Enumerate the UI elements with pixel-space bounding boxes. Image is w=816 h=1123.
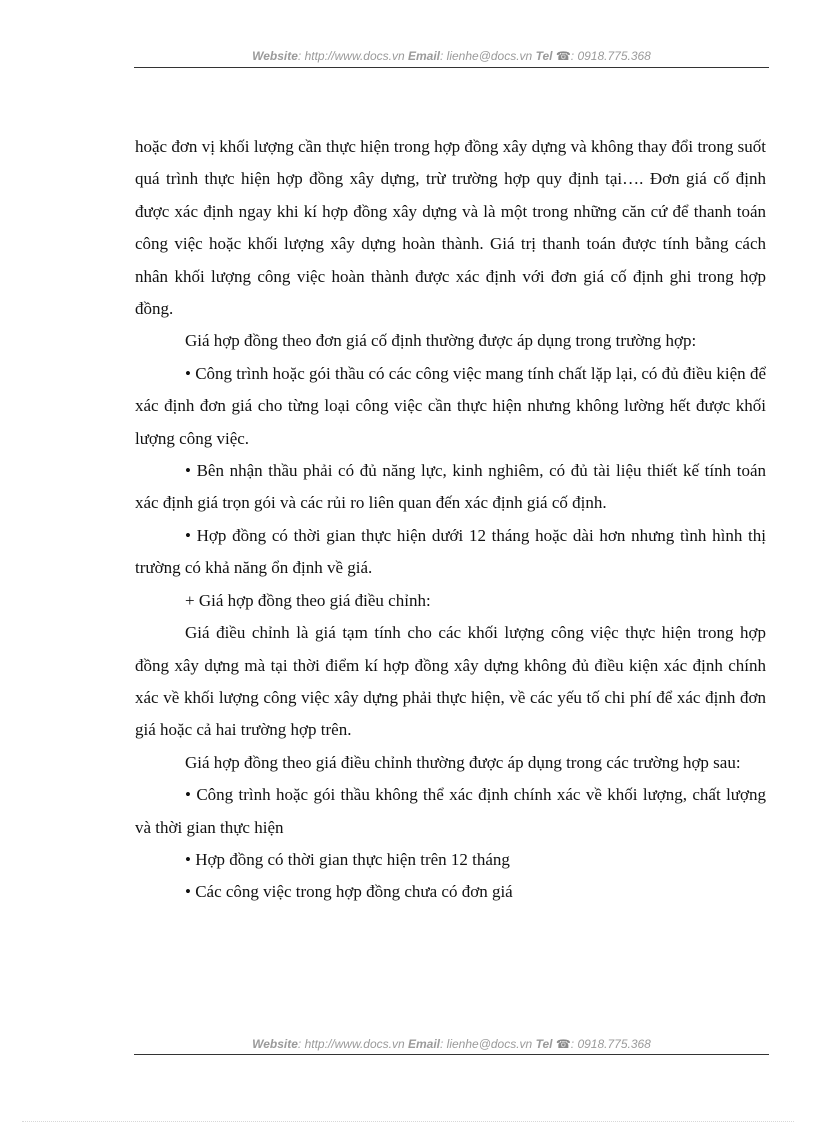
- footer-tel-value: : 0918.775.368: [570, 1037, 651, 1051]
- footer-email-label: Email: [407, 1037, 440, 1051]
- footer-website-value: : http://www.docs.vn: [297, 1037, 405, 1051]
- bullet-item: • Các công việc trong hợp đồng chưa có đơn giá: [185, 882, 513, 902]
- bullet-item: • Bên nhận thầu phải có đủ năng lực, kinh nghiêm, có đủ tài liệu thiết kế tính toán xác định giá trọn gói và các rủi ro liên quan đến xác định giá cố định.: [135, 461, 766, 513]
- phone-icon: ☎: [555, 49, 571, 63]
- header-email-value: : lienhe@docs.vn: [440, 49, 533, 63]
- footer-rule: [134, 1054, 769, 1055]
- paragraph: Giá hợp đồng theo đơn giá cố định thường được áp dụng trong trường hợp:: [185, 331, 697, 351]
- bullet-item: • Hợp đồng có thời gian thực hiện dưới 12 tháng hoặc dài hơn nhưng tình hình thị trường có khả năng ổn định về giá.: [135, 525, 766, 578]
- paragraph: Giá điều chỉnh là giá tạm tính cho các khối lượng công việc thực hiện trong hợp đồng xây dựng mà tại thời điểm kí hợp đồng xây dựng không đủ điều kiện xác định chính xác về khối lượng công việc xây dựng phải thực hiện, về các yếu tố chi phí để xác định đơn giá hoặc cả hai trường hợp trên.: [135, 623, 766, 740]
- footer-website-label: Website: [252, 1037, 298, 1051]
- header-tel-label: Tel: [535, 49, 553, 63]
- header-rule: [134, 67, 769, 68]
- paragraph: hoặc đơn vị khối lượng cần thực hiện trong hợp đồng xây dựng và không thay đổi trong suốt quá trình thực hiện hợp đồng xây dựng, trừ trường hợp quy định tại…. Đơn giá cố định được xác định ngay khi kí hợp đồng xây dựng và là một trong những căn cứ để thanh toán công việc hoặc khối lượng xây dựng hoàn thành. Giá trị thanh toán được tính bằng cách nhân khối lượng công việc hoàn thành được xác định với đơn giá cố định ghi trong hợp đồng.: [135, 137, 766, 319]
- page-bottom-border: [22, 1121, 794, 1122]
- bullet-item: • Công trình hoặc gói thầu có các công việc mang tính chất lặp lại, có đủ điều kiện để xác định đơn giá cho từng loại công việc cần thực hiện nhưng không lường hết được khối lượng công việc.: [135, 363, 766, 448]
- phone-icon: ☎: [555, 1037, 571, 1051]
- page-footer: [134, 1037, 769, 1051]
- footer-email-value: : lienhe@docs.vn: [440, 1037, 533, 1051]
- header-website-label: Website: [252, 49, 298, 63]
- footer-tel-label: Tel: [535, 1037, 553, 1051]
- header-email-label: Email: [407, 49, 440, 63]
- page-header: [134, 49, 769, 63]
- bullet-item: • Hợp đồng có thời gian thực hiện trên 12 tháng: [185, 849, 510, 869]
- bullet-item: • Công trình hoặc gói thầu không thể xác định chính xác về khối lượng, chất lượng và thời gian thực hiện: [135, 785, 766, 837]
- paragraph: Giá hợp đồng theo giá điều chỉnh thường được áp dụng trong các trường hợp sau:: [185, 752, 741, 772]
- section-heading: + Giá hợp đồng theo giá điều chỉnh:: [185, 590, 431, 610]
- document-body: [135, 131, 766, 909]
- header-tel-value: : 0918.775.368: [570, 49, 651, 63]
- header-website-value: : http://www.docs.vn: [297, 49, 405, 63]
